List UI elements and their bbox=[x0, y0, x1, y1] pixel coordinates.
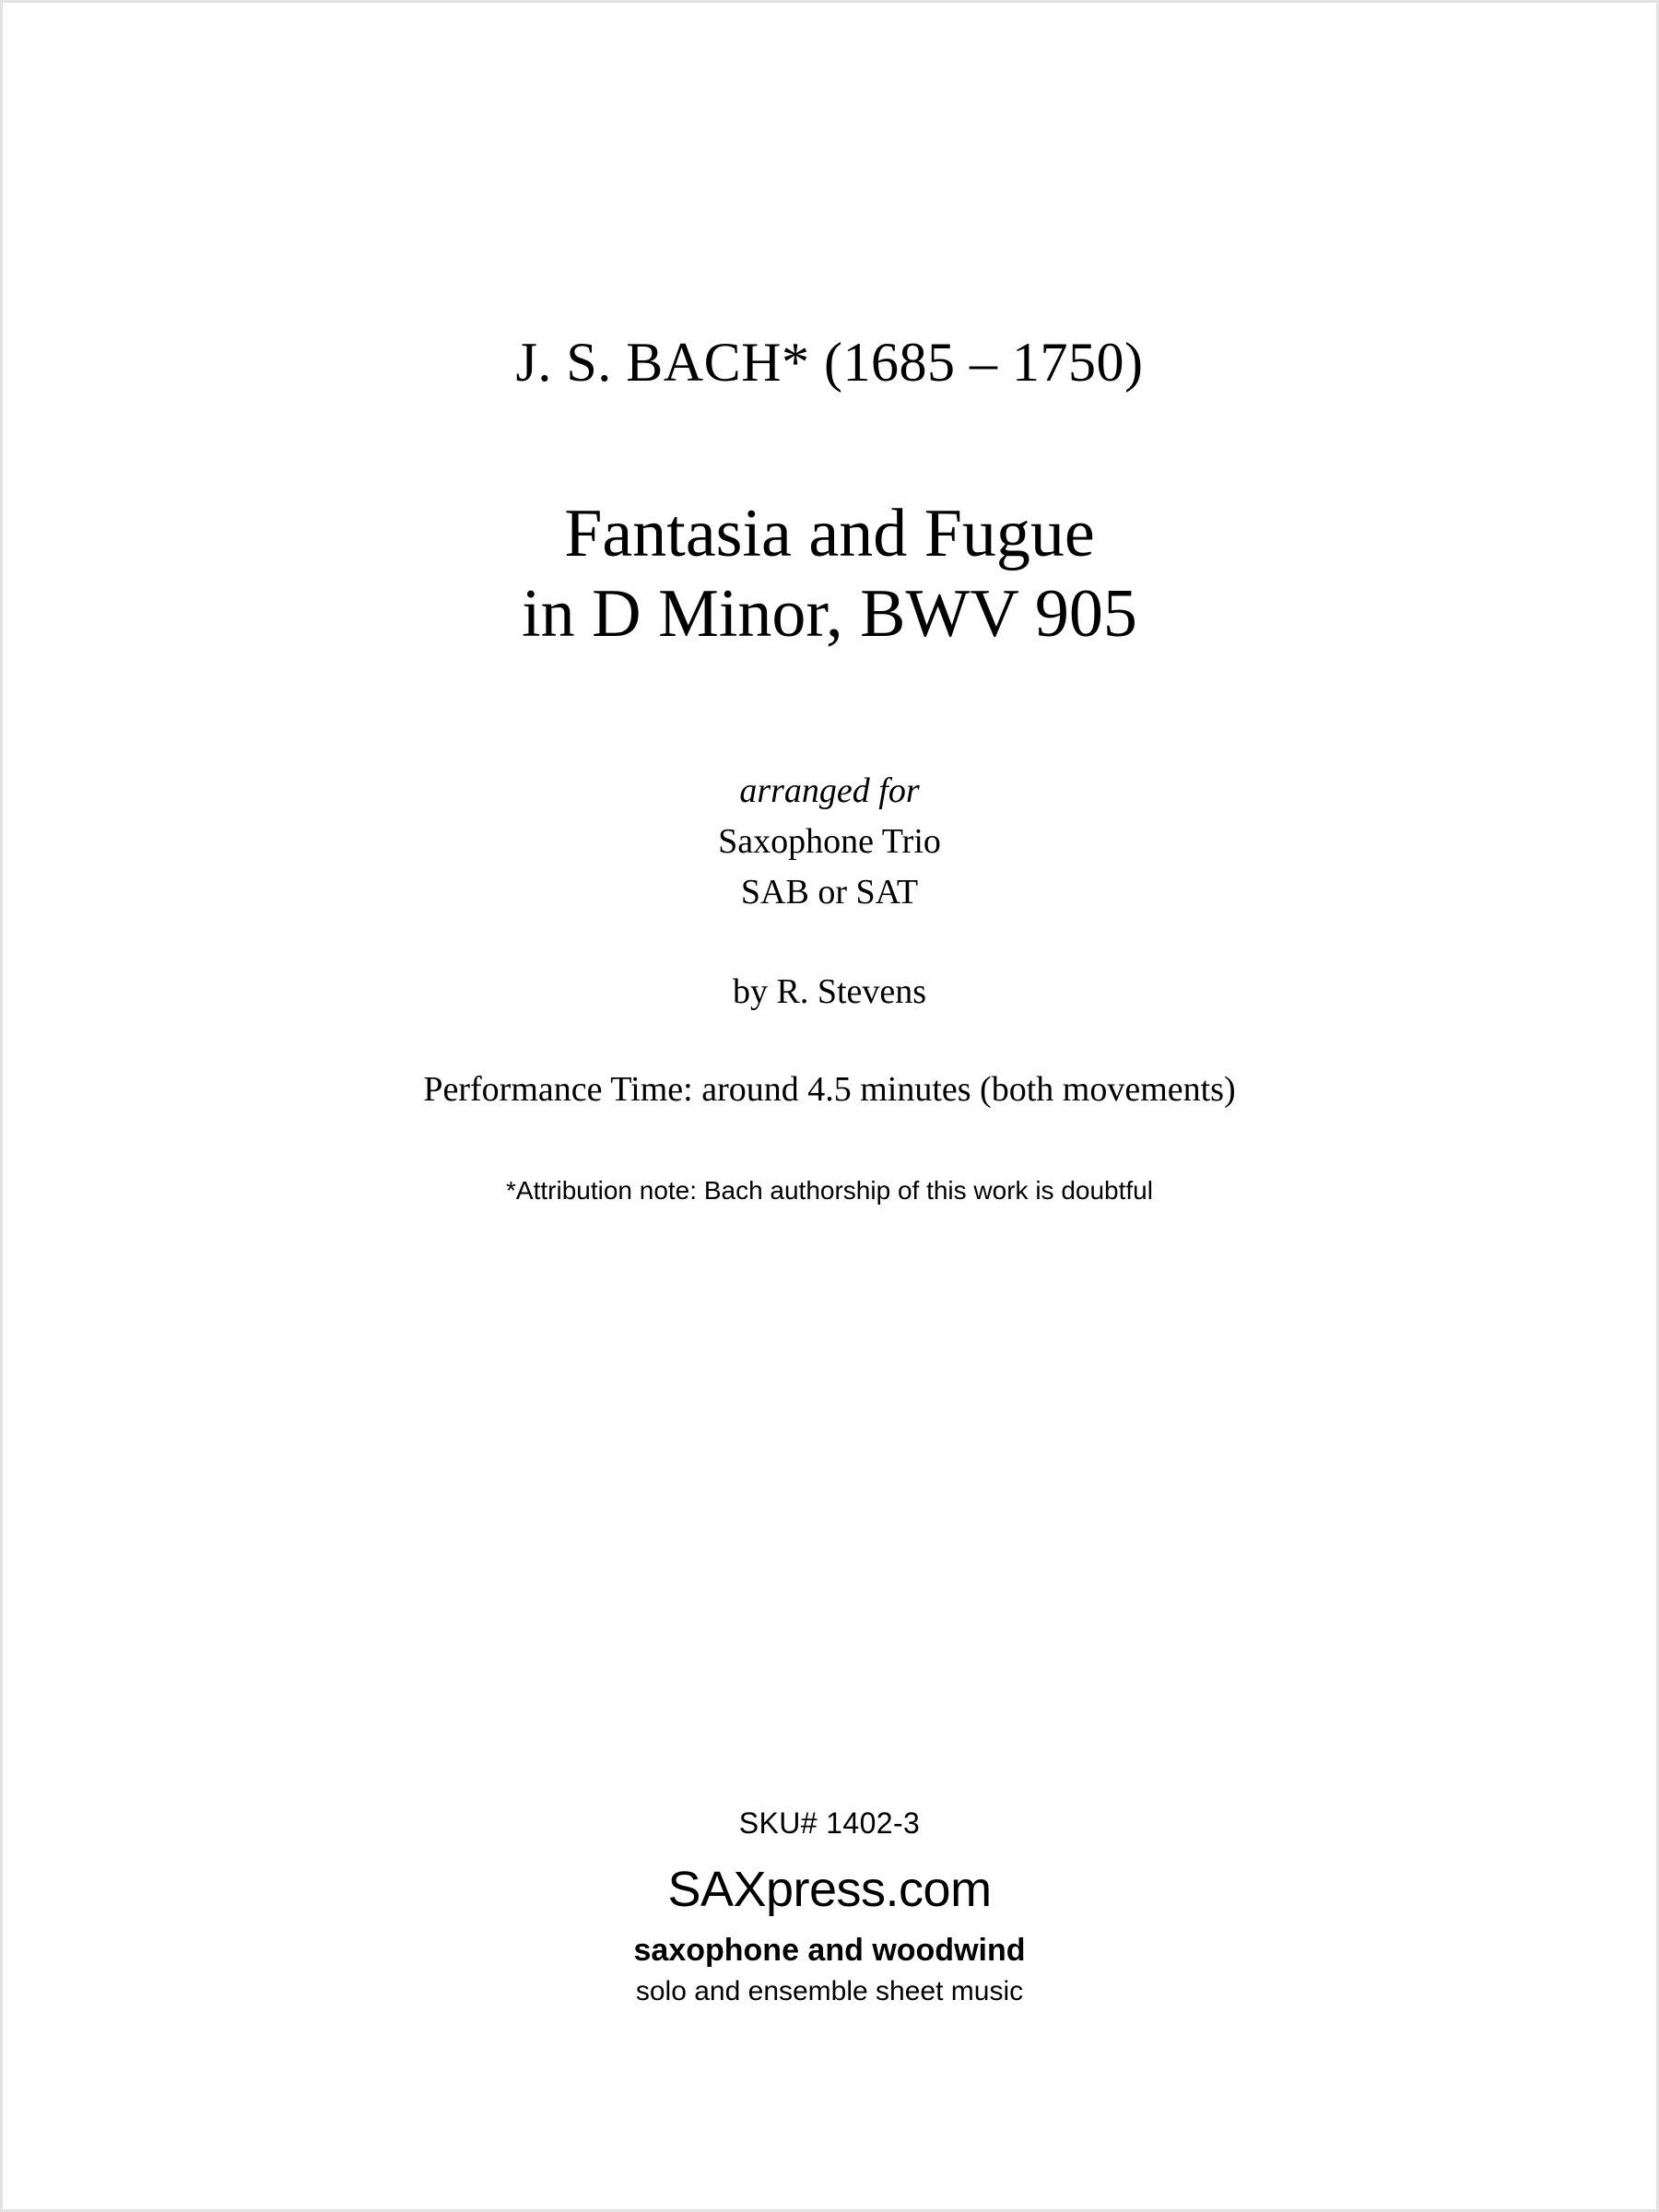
page-title-line-1: Fantasia and Fugue bbox=[564, 496, 1095, 571]
arranged-for-label: arranged for bbox=[739, 771, 920, 810]
page-title bbox=[0, 494, 1659, 655]
performance-time: Performance Time: around 4.5 minutes (both movements) bbox=[423, 1069, 1236, 1109]
ensemble-label: Saxophone Trio bbox=[718, 821, 941, 861]
publisher-footer bbox=[0, 1806, 1659, 2007]
voicing-label: SAB or SAT bbox=[740, 872, 919, 912]
page-title-line-2: in D Minor, BWV 905 bbox=[522, 576, 1137, 653]
arranger-credit: by R. Stevens bbox=[732, 971, 927, 1011]
composer-name: J. S. BACH* (1685 – 1750) bbox=[515, 332, 1144, 393]
publisher-tagline-line-1: saxophone and woodwind bbox=[633, 1933, 1026, 1968]
attribution-note: *Attribution note: Bach authorship of this work is doubtful bbox=[506, 1175, 1153, 1205]
sku-number: SKU# 1402-3 bbox=[738, 1806, 921, 1840]
publisher-brand: SAXpress.com bbox=[667, 1862, 992, 1917]
arrangement-info bbox=[0, 766, 1659, 918]
publisher-tagline-line-2: solo and ensemble sheet music bbox=[635, 1976, 1024, 2006]
